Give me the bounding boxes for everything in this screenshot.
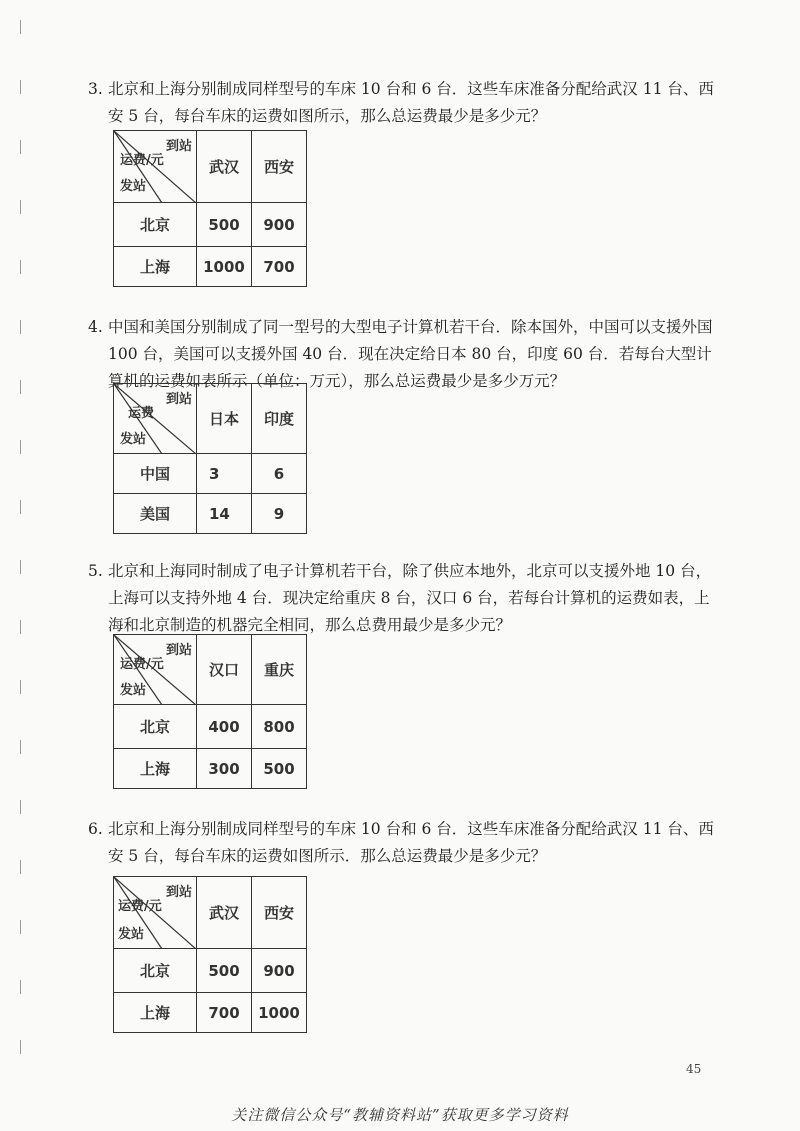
corner-label-destination: 到站	[165, 392, 192, 407]
row-header: 北京	[114, 949, 197, 993]
table-corner-header	[114, 877, 197, 949]
problem-number: 4.	[88, 318, 103, 336]
freight-table-6	[113, 876, 307, 1033]
problem-6	[88, 816, 718, 870]
problem-text: 北京和上海同时制成了电子计算机若干台，除了供应本地外，北京可以支援外地 10 台，上海可以支持外地 4 台．现决定给重庆 8 台，汉口 6 台，若每台计算机的运费如表，上海和北京制造的机器完全相同，那么总费用最少是多少元？	[108, 562, 712, 634]
table-cell: 700	[252, 247, 307, 287]
freight-table-4	[113, 383, 307, 534]
binding-margin-marks	[20, 20, 22, 1100]
column-header: 西安	[252, 131, 307, 203]
column-header: 西安	[252, 877, 307, 949]
column-header: 武汉	[197, 877, 252, 949]
table-cell: 800	[252, 705, 307, 749]
freight-table-5	[113, 634, 307, 789]
problem-3	[88, 76, 718, 130]
table-cell: 1000	[197, 247, 252, 287]
corner-label-cost: 运费/元	[120, 657, 164, 672]
column-header: 重庆	[252, 635, 307, 705]
row-header: 美国	[114, 494, 197, 534]
table-cell: 500	[252, 749, 307, 789]
row-header: 北京	[114, 705, 197, 749]
corner-label-destination: 到站	[165, 885, 192, 900]
page-number: 45	[686, 1062, 702, 1076]
table-cell: 3	[197, 454, 252, 494]
corner-label-cost: 运费/元	[120, 153, 164, 168]
table-cell: 400	[197, 705, 252, 749]
table-cell: 1000	[252, 993, 307, 1033]
table-cell: 900	[252, 203, 307, 247]
footer-note: 关注微信公众号“教辅资料站”获取更多学习资料	[231, 1106, 569, 1124]
row-header: 北京	[114, 203, 197, 247]
corner-label-origin: 发站	[120, 179, 147, 194]
corner-label-destination: 到站	[165, 139, 192, 154]
corner-label-cost: 运费/元	[118, 899, 162, 914]
row-header: 上海	[114, 247, 197, 287]
table-cell: 500	[197, 949, 252, 993]
problem-text: 中国和美国分别制成了同一型号的大型电子计算机若干台．除本国外，中国可以支援外国 100 台，美国可以支援外国 40 台．现在决定给日本 80 台，印度 60 台．若每台大型计算机的运费如表所示（单位：万元），那么总运费最少是多少万元？	[108, 318, 713, 390]
column-header: 日本	[197, 384, 252, 454]
corner-label-origin: 发站	[120, 432, 147, 447]
corner-label-origin: 发站	[120, 683, 147, 698]
column-header: 武汉	[197, 131, 252, 203]
row-header: 上海	[114, 749, 197, 789]
table-cell: 6	[252, 454, 307, 494]
corner-label-cost: 运费	[128, 406, 155, 421]
table-cell: 700	[197, 993, 252, 1033]
problem-5	[88, 558, 718, 639]
table-cell: 300	[197, 749, 252, 789]
table-cell: 900	[252, 949, 307, 993]
row-header: 中国	[114, 454, 197, 494]
table-cell: 14	[197, 494, 252, 534]
table-cell: 500	[197, 203, 252, 247]
table-corner-header	[114, 635, 197, 705]
problem-text: 北京和上海分别制成同样型号的车床 10 台和 6 台．这些车床准备分配给武汉 11 台、西安 5 台，每台车床的运费如图所示．那么总运费最少是多少元？	[108, 820, 714, 865]
column-header: 汉口	[197, 635, 252, 705]
problem-number: 3.	[88, 80, 103, 98]
column-header: 印度	[252, 384, 307, 454]
row-header: 上海	[114, 993, 197, 1033]
problem-number: 6.	[88, 820, 103, 838]
table-corner-header	[114, 131, 197, 203]
freight-table-3	[113, 130, 307, 287]
corner-label-destination: 到站	[165, 643, 192, 658]
table-cell: 9	[252, 494, 307, 534]
table-corner-header	[114, 384, 197, 454]
corner-label-origin: 发站	[118, 927, 145, 942]
problem-text: 北京和上海分别制成同样型号的车床 10 台和 6 台．这些车床准备分配给武汉 11 台、西安 5 台，每台车床的运费如图所示，那么总运费最少是多少元？	[108, 80, 714, 125]
problem-number: 5.	[88, 562, 103, 580]
